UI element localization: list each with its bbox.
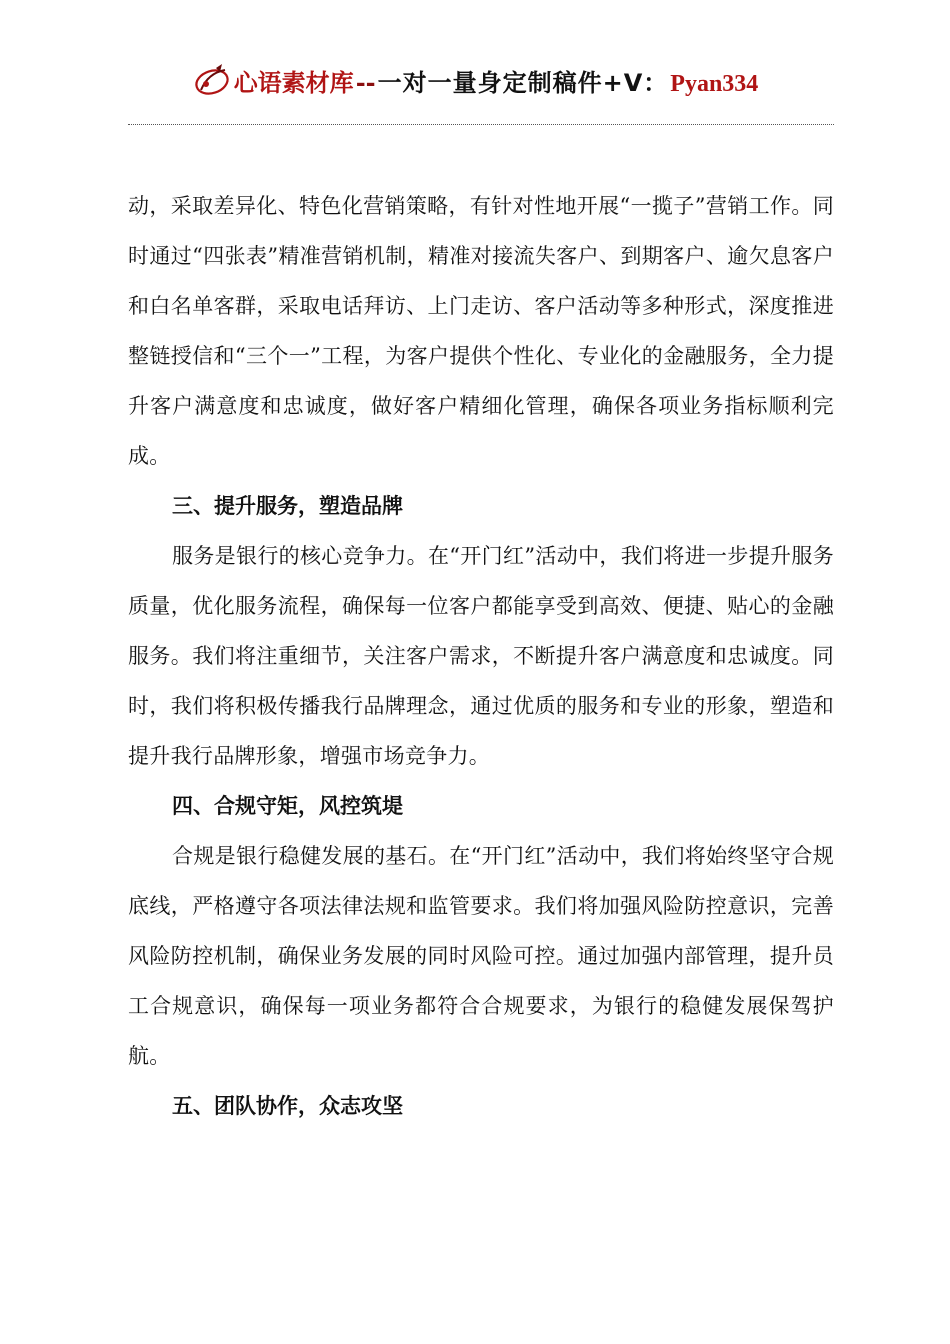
brand-name: 心语素材库: [233, 67, 354, 97]
header-text: [234, 63, 759, 98]
header-divider: [128, 124, 834, 125]
section-heading-5: 五、团队协作，众志攻坚: [172, 1094, 403, 1118]
header-separator: --: [355, 67, 376, 97]
header-slogan: 一对一量身定制稿件+V：: [377, 68, 669, 97]
logo-icon: [192, 60, 232, 100]
header-contact: Pyan334: [670, 70, 759, 97]
section-heading-4: 四、合规守矩，风控筑堤: [172, 794, 403, 818]
page-header: [0, 58, 950, 102]
document-body: [128, 181, 834, 1131]
paragraph-continued: 动，采取差异化、特色化营销策略，有针对性地开展“一揽子”营销工作。同时通过“四张表”精准营销机制，精准对接流失客户、到期客户、逾欠息客户和白名单客群，采取电话拜访、上门走访、客户活动等多种形式，深度推进整链授信和“三个一”工程，为客户提供个性化、专业化的金融服务，全力提升客户满意度和忠诚度，做好客户精细化管理，确保各项业务指标顺利完成。: [128, 194, 834, 468]
paragraph-service: 服务是银行的核心竞争力。在“开门红”活动中，我们将进一步提升服务质量，优化服务流程，确保每一位客户都能享受到高效、便捷、贴心的金融服务。我们将注重细节，关注客户需求，不断提升客户满意度和忠诚度。同时，我们将积极传播我行品牌理念，通过优质的服务和专业的形象，塑造和提升我行品牌形象，增强市场竞争力。: [128, 544, 834, 768]
paragraph-compliance: 合规是银行稳健发展的基石。在“开门红”活动中，我们将始终坚守合规底线，严格遵守各项法律法规和监管要求。我们将加强风险防控意识，完善风险防控机制，确保业务发展的同时风险可控。通过加强内部管理，提升员工合规意识，确保每一项业务都符合合规要求，为银行的稳健发展保驾护航。: [128, 844, 834, 1068]
section-heading-3: 三、提升服务，塑造品牌: [172, 494, 403, 518]
